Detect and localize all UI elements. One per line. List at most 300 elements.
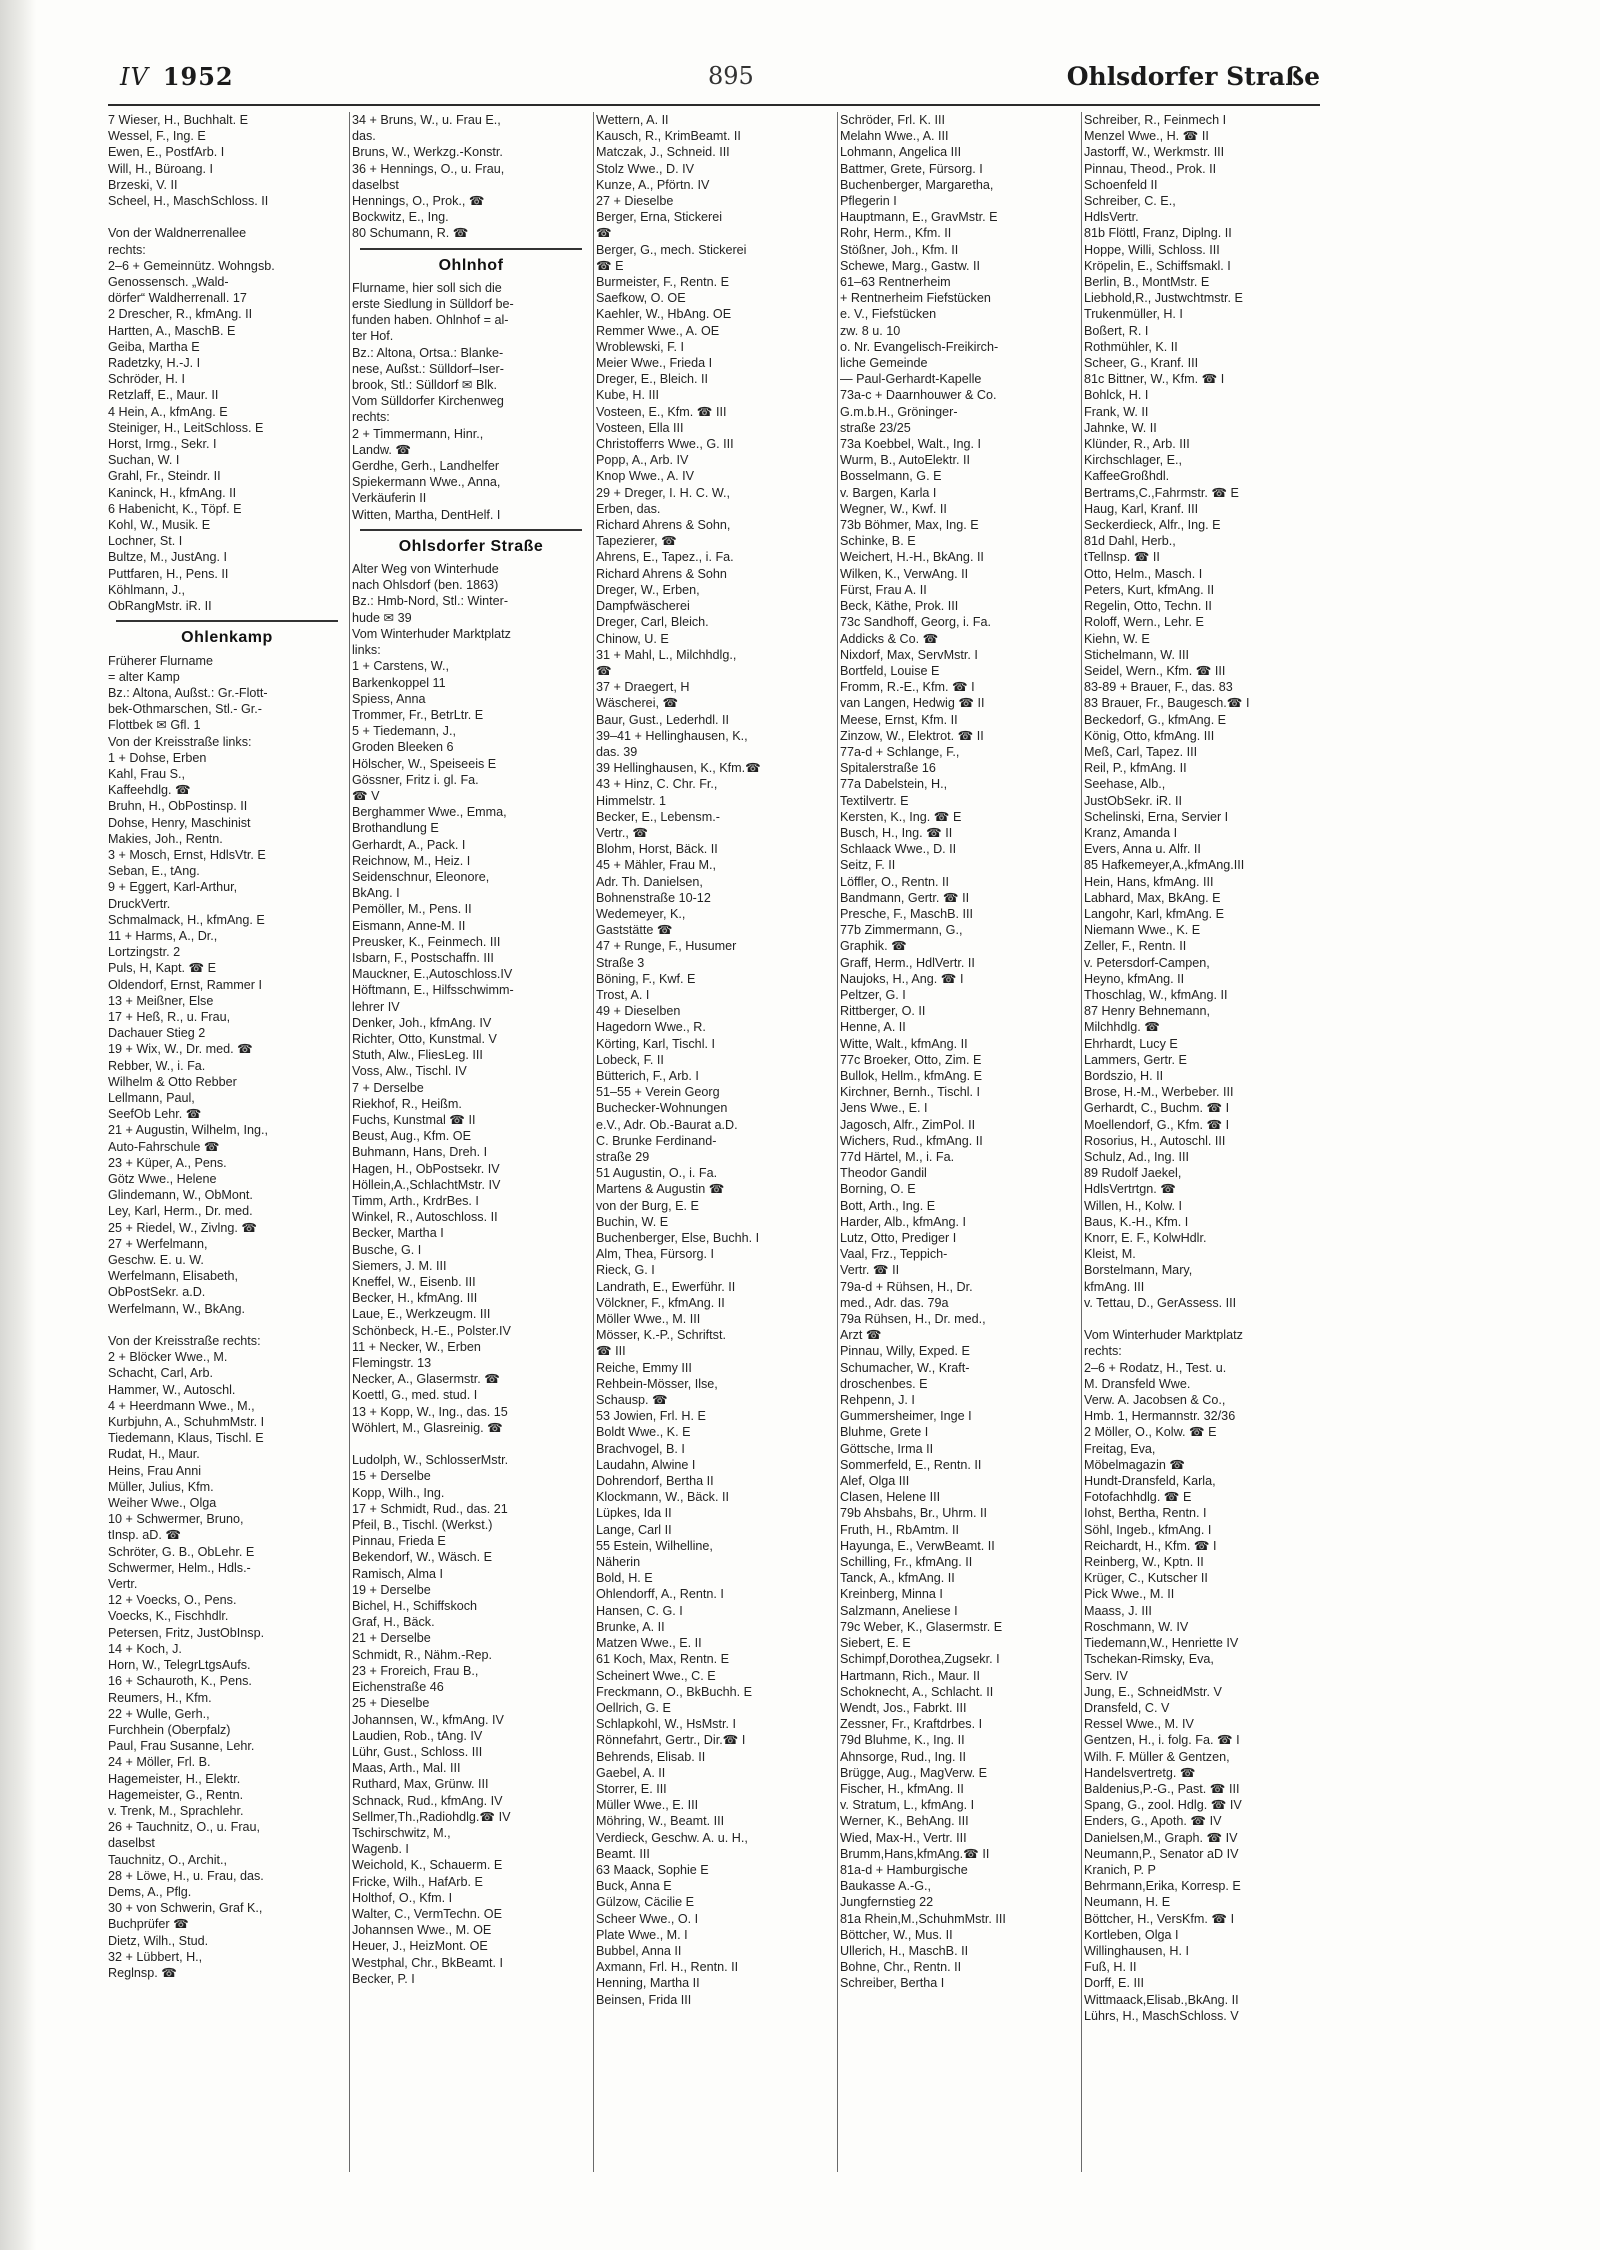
directory-entry: Boldt Wwe., K. E xyxy=(596,1425,691,1440)
directory-entry: 26 + Tauchnitz, O., u. Frau, xyxy=(108,1820,261,1835)
directory-entry: Hartmann, Rich., Maur. II xyxy=(840,1668,980,1683)
directory-entry: Vertr. ☎ II xyxy=(840,1263,900,1278)
directory-entry: Lührs, H., MaschSchloss. V xyxy=(1084,2008,1239,2023)
directory-entry: Busche, G. I xyxy=(352,1242,422,1257)
directory-entry: Johannsen Wwe., M. OE xyxy=(352,1923,492,1938)
page-binding-shadow xyxy=(0,0,36,2250)
directory-entry: König, Otto, kfmAng. III xyxy=(1084,728,1215,743)
directory-entry: 27 + Werfelmann, xyxy=(108,1236,208,1251)
directory-entry: Bz.: Altona, Außst.: Gr.-Flott- xyxy=(108,685,268,700)
directory-entry: Geschw. E. u. W. xyxy=(108,1253,204,1268)
directory-entry: 45 + Mähler, Frau M., xyxy=(596,858,717,873)
directory-entry: Rudat, H., Maur. xyxy=(108,1447,200,1462)
directory-entry: Niemann Wwe., K. E xyxy=(1084,923,1201,938)
directory-entry: Puls, H, Kapt. ☎ E xyxy=(108,961,217,976)
directory-entry: Dietz, Wilh., Stud. xyxy=(108,1933,209,1948)
directory-entry: 13 + Meißner, Else xyxy=(108,993,214,1008)
directory-entry: Geiba, Martha E xyxy=(108,339,200,354)
street-heading: Ohlnhof xyxy=(438,256,504,274)
directory-entry: Lammers, Gertr. E xyxy=(1084,1052,1187,1067)
directory-entry: Johannsen, W., kfmAng. IV xyxy=(352,1712,504,1727)
directory-column-5 xyxy=(1084,112,1320,2172)
directory-entry: 30 + von Schwerin, Graf K., xyxy=(108,1901,263,1916)
directory-entry: 17 + Schmidt, Rud., das. 21 xyxy=(352,1501,508,1516)
directory-entry: Kiehn, W. E xyxy=(1084,631,1150,646)
directory-entry: Hennings, O., Prok., ☎ xyxy=(352,194,485,209)
directory-entry: Peltzer, G. I xyxy=(840,987,906,1002)
directory-entry: Furchhein (Oberpfalz) xyxy=(108,1722,231,1737)
column-divider xyxy=(593,112,594,2172)
header-divider xyxy=(108,104,1320,106)
directory-entry: Wichers, Rud., kfmAng. II xyxy=(840,1133,983,1148)
directory-entry: 24 + Möller, Frl. B. xyxy=(108,1755,211,1770)
directory-entry: v. Tettau, D., GerAssess. III xyxy=(1084,1295,1237,1310)
directory-entry: Zessner, Fr., Kraftdrbes. I xyxy=(840,1717,983,1732)
directory-entry xyxy=(352,1436,590,1452)
directory-entry: Schröder, Frl. K. III xyxy=(840,113,945,127)
directory-entry: 29 + Dreger, I. H. C. W., xyxy=(596,485,731,500)
directory-entry: Saefkow, O. OE xyxy=(596,291,686,306)
directory-entry: Eismann, Anne-M. II xyxy=(352,918,466,933)
directory-entry: 63 Maack, Sophie E xyxy=(596,1862,709,1877)
directory-entry: Buck, Anna E xyxy=(596,1879,672,1894)
directory-entry: Genossensch. „Wald- xyxy=(108,275,229,290)
directory-entry: Gaststätte ☎ xyxy=(596,923,673,938)
directory-entry: Straße 3 xyxy=(596,955,645,970)
directory-entry: tInsp. aD. ☎ xyxy=(108,1528,182,1543)
directory-entry: 77d Härtel, M., i. Fa. xyxy=(840,1150,955,1164)
directory-entry: Witten, Martha, DentHelf. I xyxy=(352,507,501,522)
directory-entry: 6 Habenicht, K., Töpf. E xyxy=(108,501,242,516)
page-header xyxy=(108,62,1320,102)
directory-entry: Henning, Martha II xyxy=(596,1976,700,1991)
directory-entry: Vaal, Frz., Teppich- xyxy=(840,1247,948,1262)
directory-entry: zw. 8 u. 10 xyxy=(840,323,901,338)
directory-entry: Westphal, Chr., BkBeamt. I xyxy=(352,1955,503,1970)
directory-entry: Müller, Julius, Kfm. xyxy=(108,1479,214,1494)
directory-entry: 1 + Dohse, Erben xyxy=(108,750,207,765)
directory-entry: 2–6 + Gemeinnütz. Wohngsb. xyxy=(108,258,275,273)
directory-entry: 73b Böhmer, Max, Ing. E xyxy=(840,518,979,533)
directory-entry: Gentzen, H., i. folg. Fa. ☎ I xyxy=(1084,1733,1240,1748)
directory-entry: Kranz, Amanda I xyxy=(1084,825,1178,840)
directory-entry: Brügge, Aug., MagVerw. E xyxy=(840,1765,988,1780)
directory-entry: Tauchnitz, O., Archit., xyxy=(108,1852,227,1867)
directory-entry: Bütterich, F., Arb. I xyxy=(596,1068,699,1083)
directory-entry: Richard Ahrens & Sohn, xyxy=(596,518,731,533)
directory-entry: tTellnsp. ☎ II xyxy=(1084,550,1160,565)
directory-entry: Will, H., Büroang. I xyxy=(108,161,213,176)
directory-entry: Danielsen,M., Graph. ☎ IV xyxy=(1084,1830,1238,1845)
directory-entry: Melahn Wwe., A. III xyxy=(840,129,949,144)
directory-entry: Müller Wwe., E. III xyxy=(596,1798,699,1813)
directory-entry: Hundt-Dransfeld, Karla, xyxy=(1084,1474,1216,1489)
directory-entry: Kortleben, Olga I xyxy=(1084,1927,1179,1942)
directory-entry: Fürst, Frau A. II xyxy=(840,582,927,597)
directory-entry: Hansen, C. G. I xyxy=(596,1603,683,1618)
directory-entry: Landw. ☎ xyxy=(352,442,412,457)
directory-entry: Rönnefahrt, Gertr., Dir.☎ I xyxy=(596,1733,746,1748)
directory-entry: Popp, A., Arb. IV xyxy=(596,453,689,468)
directory-entry: Seckerdieck, Alfr., Ing. E xyxy=(1084,518,1221,533)
directory-entry: HdlsVertrtgn. ☎ xyxy=(1084,1182,1176,1197)
directory-entry: Borning, O. E xyxy=(840,1182,916,1197)
directory-entry: Salzmann, Aneliese I xyxy=(840,1603,958,1618)
directory-entry: Steiniger, H., LeitSchloss. E xyxy=(108,420,264,435)
directory-entry: 22 + Wulle, Gerh., xyxy=(108,1706,210,1721)
column-divider xyxy=(837,112,838,2172)
directory-entry: Remmer Wwe., A. OE xyxy=(596,323,720,338)
directory-entry: Möbelmagazin ☎ xyxy=(1084,1457,1186,1472)
directory-entry: Neumann,P., Senator aD IV xyxy=(1084,1846,1239,1861)
directory-entry: 2 Möller, O., Kolw. ☎ E xyxy=(1084,1425,1217,1440)
directory-entry: Vom Winterhuder Marktplatz xyxy=(352,626,511,641)
directory-entry: 89 Rudolf Jaekel, xyxy=(1084,1166,1182,1181)
directory-entry: Verdieck, Geschw. A. u. H., xyxy=(596,1830,748,1845)
directory-entry: Siemers, J. M. III xyxy=(352,1258,447,1273)
directory-entry: Fuchs, Kunstmal ☎ II xyxy=(352,1112,476,1127)
directory-entry: Beck, Käthe, Prok. III xyxy=(840,599,959,614)
directory-entry: Dohrendorf, Bertha II xyxy=(596,1474,714,1489)
directory-entry: Rieck, G. I xyxy=(596,1263,655,1278)
directory-entry: Baus, K.-H., Kfm. I xyxy=(1084,1214,1189,1229)
directory-entry: Vosteen, Ella III xyxy=(596,420,684,435)
directory-entry: Hmb. 1, Hermannstr. 32/36 xyxy=(1084,1409,1236,1424)
directory-entry: Ahrens, E., Tapez., i. Fa. xyxy=(596,550,734,565)
directory-entry: Vom Sülldorfer Kirchenweg xyxy=(352,394,504,409)
directory-column-4 xyxy=(840,112,1078,2172)
directory-entry: Reumers, H., Kfm. xyxy=(108,1690,212,1705)
directory-entry: Becker, H., kfmAng. III xyxy=(352,1291,478,1306)
directory-entry: Meier Wwe., Frieda I xyxy=(596,356,713,371)
directory-entry: Beckedorf, G., kfmAng. E xyxy=(1084,712,1227,727)
directory-entry: Kirchschlager, E., xyxy=(1084,453,1182,468)
directory-entry: — Paul-Gerhardt-Kapelle xyxy=(840,372,982,387)
directory-entry: 43 + Hinz, C. Chr. Fr., xyxy=(596,777,718,792)
directory-entry: Necker, A., Glasermstr. ☎ xyxy=(352,1372,500,1387)
directory-entry: 80 Schumann, R. ☎ xyxy=(352,226,469,241)
directory-entry: ☎ E xyxy=(596,258,624,273)
directory-entry: 73a-c + Daarnhouwer & Co. xyxy=(840,388,997,403)
directory-entry xyxy=(108,209,346,225)
directory-entry: 85 Hafkemeyer,A.,kfmAng.III xyxy=(1084,858,1245,873)
directory-entry: Sommerfeld, E., Rentn. II xyxy=(840,1457,982,1472)
directory-entry: Storrer, E. III xyxy=(596,1781,667,1796)
directory-entry: v. Trenk, M., Sprachlehr. xyxy=(108,1803,244,1818)
directory-entry: 37 + Draegert, H xyxy=(596,680,690,695)
directory-entry: Tiedemann, Klaus, Tischl. E xyxy=(108,1431,264,1446)
directory-entry: v. Petersdorf-Campen, xyxy=(1084,955,1210,970)
directory-entry: Buchin, W. E xyxy=(596,1214,669,1229)
directory-entry: das. 39 xyxy=(596,744,638,759)
directory-entry: Kreinberg, Minna I xyxy=(840,1587,943,1602)
directory-entry: Körting, Karl, Tischl. I xyxy=(596,1036,715,1051)
directory-entry: Christofferrs Wwe., G. III xyxy=(596,437,734,452)
directory-entry: Mösser, K.-P., Schriftst. xyxy=(596,1328,726,1343)
directory-entry: Schreiber, Bertha I xyxy=(840,1976,945,1991)
directory-entry xyxy=(1084,1311,1320,1327)
directory-entry: Becker, P. I xyxy=(352,1971,415,1986)
directory-entry: Rittberger, O. II xyxy=(840,1004,926,1019)
directory-entry: Schnack, Rud., kfmAng. IV xyxy=(352,1793,503,1808)
directory-entry: Bekendorf, W., Wäsch. E xyxy=(352,1550,492,1565)
directory-entry: Götz Wwe., Helene xyxy=(108,1172,217,1186)
directory-entry: Stichelmann, W. III xyxy=(1084,647,1189,662)
directory-entry: Alter Weg von Winterhude xyxy=(352,562,499,577)
directory-entry: 87 Henry Behnemann, xyxy=(1084,1004,1211,1019)
directory-entry: Bultze, M., JustAng. I xyxy=(108,550,227,565)
directory-entry: Ruthard, Max, Grünw. III xyxy=(352,1777,489,1792)
directory-entry: Baldenius,P.-G., Past. ☎ III xyxy=(1084,1781,1240,1796)
directory-entry: Bullok, Hellm., kfmAng. E xyxy=(840,1068,983,1083)
directory-entry: Graphik. ☎ xyxy=(840,939,907,954)
directory-entry: Landrath, E., Ewerführ. II xyxy=(596,1279,736,1294)
directory-entry: 51–55 + Verein Georg xyxy=(596,1085,720,1100)
directory-entry: 5 + Tiedemann, J., xyxy=(352,724,456,739)
directory-entry: Matzen Wwe., E. II xyxy=(596,1636,702,1651)
directory-entry: Graf, H., Bäck. xyxy=(352,1615,435,1630)
directory-entry: Bohlck, H. I xyxy=(1084,388,1149,403)
directory-entry: 81b Flöttl, Franz, Diplng. II xyxy=(1084,226,1232,241)
directory-entry: Buchenberger, Margaretha, xyxy=(840,177,994,192)
directory-entry: 79c Weber, K., Glasermstr. E xyxy=(840,1619,1003,1634)
directory-entry: Schinke, B. E xyxy=(840,534,916,549)
directory-entry: Tschekan-Rimsky, Eva, xyxy=(1084,1652,1214,1667)
directory-entry: Rehbein-Mösser, Ilse, xyxy=(596,1376,718,1391)
directory-entry: Hayunga, E., VerwBeamt. II xyxy=(840,1538,995,1553)
directory-entry: Plate Wwe., M. I xyxy=(596,1927,688,1942)
directory-entry: droschenbes. E xyxy=(840,1376,928,1391)
directory-entry: Fricke, Wilh., HafArb. E xyxy=(352,1874,483,1889)
directory-entry: Bruhn, H., ObPostinsp. II xyxy=(108,799,248,814)
directory-entry: Behrends, Elisab. II xyxy=(596,1749,706,1764)
directory-entry: Bortfeld, Louise E xyxy=(840,663,940,678)
directory-entry: Willen, H., Kolw. I xyxy=(1084,1198,1182,1213)
directory-entry: Wagenb. I xyxy=(352,1842,409,1857)
directory-entry: Schulz, Ad., Ing. III xyxy=(1084,1150,1190,1164)
directory-entry: 39 Hellinghausen, K., Kfm.☎ xyxy=(596,761,761,776)
directory-entry: 27 + Dieselbe xyxy=(596,194,674,209)
directory-entry: Fotofachhdlg. ☎ E xyxy=(1084,1490,1192,1505)
directory-entry: Schröter, G. B., ObLehr. E xyxy=(108,1544,255,1559)
directory-entry: Brunke, A. II xyxy=(596,1619,665,1634)
directory-entry: Hartten, A., MaschB. E xyxy=(108,323,236,338)
directory-entry: Laudahn, Alwine I xyxy=(596,1457,696,1472)
directory-entry: Jastorff, W., Werkmstr. III xyxy=(1084,145,1225,160)
directory-entry: Von der Kreisstraße links: xyxy=(108,734,252,749)
directory-entry: Seehase, Alb., xyxy=(1084,777,1166,792)
directory-entry: Schilling, Fr., kfmAng. II xyxy=(840,1555,973,1570)
directory-entry: Pfeil, B., Tischl. (Werkst.) xyxy=(352,1518,493,1533)
directory-entry: Lühr, Gust., Schloss. III xyxy=(352,1744,483,1759)
directory-entry: Hagemeister, H., Elektr. xyxy=(108,1771,241,1786)
directory-entry: Böttcher, H., VersKfm. ☎ I xyxy=(1084,1911,1235,1926)
directory-entry: links: xyxy=(352,643,381,658)
directory-entry: Zinzow, W., Elektrot. ☎ II xyxy=(840,728,984,743)
directory-entry: Behrmann,Erika, Korresp. E xyxy=(1084,1879,1241,1894)
directory-entry: 13 + Kopp, W., Ing., das. 15 xyxy=(352,1404,508,1419)
directory-entry: Fischer, H., kfmAng. II xyxy=(840,1781,964,1796)
header-volume-year xyxy=(120,62,234,91)
directory-entry: Schausp. ☎ xyxy=(596,1393,668,1408)
directory-entry: Dampfwäscherei xyxy=(596,599,690,614)
directory-entry: 36 + Hennings, O., u. Frau, xyxy=(352,161,505,176)
directory-entry: brook, Stl.: Sülldorf ✉ Blk. xyxy=(352,378,497,393)
section-divider xyxy=(360,248,582,250)
directory-entry: Schoknecht, A., Schlacht. II xyxy=(840,1684,994,1699)
directory-entry: Oellrich, G. E xyxy=(596,1700,671,1715)
directory-entry: Jungfernstieg 22 xyxy=(840,1895,934,1910)
directory-entry: Bordszio, H. II xyxy=(1084,1068,1164,1083)
directory-entry: Weiher Wwe., Olga xyxy=(108,1496,217,1511)
directory-entry: BkAng. I xyxy=(352,886,400,901)
directory-entry: Kahl, Frau S., xyxy=(108,766,185,781)
directory-entry: Lellmann, Paul, xyxy=(108,1090,195,1105)
directory-entry: Krüger, C., Kutscher II xyxy=(1084,1571,1208,1586)
directory-entry: Wied, Max-H., Vertr. III xyxy=(840,1830,967,1845)
directory-entry: + Rentnerheim Fiefstücken xyxy=(840,291,991,306)
directory-entry: dörfer“ Waldherrenall. 17 xyxy=(108,291,247,306)
directory-entry: G.m.b.H., Gröninger- xyxy=(840,404,958,419)
directory-entry: Schumacher, W., Kraft- xyxy=(840,1360,970,1375)
directory-entry: Von der Waldnerrenallee xyxy=(108,226,247,241)
directory-entry: Brachvogel, B. I xyxy=(596,1441,685,1456)
directory-entry: Mauckner, E.,Autoschloss.IV xyxy=(352,967,513,982)
directory-entry: Suchan, W. I xyxy=(108,453,180,468)
directory-entry: ObRangMstr. iR. II xyxy=(108,599,212,614)
directory-entry: Spiess, Anna xyxy=(352,691,426,706)
directory-entry: 25 + Riedel, W., Zivlng. ☎ xyxy=(108,1220,258,1235)
directory-entry: Wroblewski, F. I xyxy=(596,339,684,354)
directory-entry: Henne, A. II xyxy=(840,1020,906,1035)
directory-entry: Buchecker-Wohnungen xyxy=(596,1101,728,1116)
directory-entry: Schoenfeld II xyxy=(1084,177,1158,192)
directory-entry: Hölscher, W., Speiseeis E xyxy=(352,756,497,771)
directory-entry: Frank, W. II xyxy=(1084,404,1149,419)
directory-entry: Jahnke, W. II xyxy=(1084,420,1157,435)
directory-entry: Gaebel, A. II xyxy=(596,1765,666,1780)
directory-entry: Graff, Herm., HdlVertr. II xyxy=(840,955,975,970)
directory-entry: Pinnau, Theod., Prok. II xyxy=(1084,161,1217,176)
directory-entry: Koettl, G., med. stud. I xyxy=(352,1388,478,1403)
directory-entry: Brumm,Hans,kfmAng.☎ II xyxy=(840,1846,990,1861)
directory-entry: Werfelmann, W., BkAng. xyxy=(108,1301,245,1316)
directory-entry: Reichardt, H., Kfm. ☎ I xyxy=(1084,1538,1217,1553)
directory-entry: Rothmühler, K. II xyxy=(1084,339,1178,354)
directory-entry: Puttfaren, H., Pens. II xyxy=(108,566,229,581)
directory-entry: Bold, H. E xyxy=(596,1571,653,1586)
directory-entry: 81a-d + Hamburgische xyxy=(840,1862,968,1877)
directory-entry: 32 + Lübbert, H., xyxy=(108,1949,203,1964)
directory-entry: Kaninck, H., kfmAng. II xyxy=(108,485,237,500)
directory-entry: das. xyxy=(352,129,376,144)
directory-entry: Stolz Wwe., D. IV xyxy=(596,161,694,176)
directory-entry: Fruth, H., RbAmtm. II xyxy=(840,1522,959,1537)
directory-entry: Freckmann, O., BkBuchh. E xyxy=(596,1684,753,1699)
directory-entry: Löffler, O., Rentn. II xyxy=(840,874,949,889)
directory-entry: 4 Hein, A., kfmAng. E xyxy=(108,404,228,419)
directory-entry: Ullerich, H., MaschB. II xyxy=(840,1943,969,1958)
directory-entry: nese, Außst.: Sülldorf–Iser- xyxy=(352,361,504,376)
directory-entry: Schewe, Marg., Gastw. II xyxy=(840,258,980,273)
directory-entry: Hammer, W., Autoschl. xyxy=(108,1382,236,1397)
directory-entry: SeefOb Lehr. ☎ xyxy=(108,1107,202,1122)
directory-entry: JustObSekr. iR. II xyxy=(1084,793,1182,808)
directory-entry: 77a Dabelstein, H., xyxy=(840,777,948,792)
directory-entry: Freitag, Eva, xyxy=(1084,1441,1156,1456)
directory-entry: Göttsche, Irma II xyxy=(840,1441,934,1456)
directory-entry: Berger, G., mech. Stickerei xyxy=(596,242,747,257)
directory-entry: Laudien, Rob., tAng. IV xyxy=(352,1728,483,1743)
directory-entry: Makies, Joh., Rentn. xyxy=(108,831,223,846)
directory-entry: Naujoks, H., Ang. ☎ I xyxy=(840,971,964,986)
directory-entry: Sellmer,Th.,Radiohdlg.☎ IV xyxy=(352,1809,511,1824)
directory-entry: v. Stratum, L., kfmAng. I xyxy=(840,1798,975,1813)
directory-entry: Wurm, B., AutoElektr. II xyxy=(840,453,970,468)
directory-entry: 2 + Timmermann, Hinr., xyxy=(352,426,484,441)
directory-entry: = alter Kamp xyxy=(108,669,180,684)
directory-entry: Voecks, K., Fischhdlr. xyxy=(108,1609,229,1624)
directory-entry: 21 + Augustin, Wilhelm, Ing., xyxy=(108,1123,268,1138)
directory-entry: Handelsvertretg. ☎ xyxy=(1084,1765,1196,1780)
directory-entry: 73a Koebbel, Walt., Ing. I xyxy=(840,437,981,452)
directory-entry: Pick Wwe., M. II xyxy=(1084,1587,1175,1602)
directory-entry: 7 Wieser, H., Buchhalt. E xyxy=(108,113,248,127)
directory-entry: Seidel, Wern., Kfm. ☎ III xyxy=(1084,663,1226,678)
directory-entry: Heins, Frau Anni xyxy=(108,1463,202,1478)
directory-entry: 79d Bluhme, K., Ing. II xyxy=(840,1733,965,1748)
column-divider xyxy=(349,112,350,2172)
directory-entry: 31 + Mahl, L., Milchhdlg., xyxy=(596,647,737,662)
directory-entry: Evers, Anna u. Alfr. II xyxy=(1084,842,1201,857)
section-divider xyxy=(116,620,338,622)
directory-entry: Horn, W., TelegrLtgsAufs. xyxy=(108,1658,251,1673)
directory-entry: Richter, Otto, Kunstmal. V xyxy=(352,1031,497,1046)
directory-entry: Kohl, W., Musik. E xyxy=(108,518,211,533)
directory-entry: Walter, C., VermTechn. OE xyxy=(352,1906,503,1921)
directory-entry: Schlaack Wwe., D. II xyxy=(840,842,957,857)
directory-entry: Brose, H.-M., Werbeber. III xyxy=(1084,1085,1234,1100)
directory-entry: Bubbel, Anna II xyxy=(596,1943,682,1958)
directory-entry: Buchenberger, Else, Buchh. I xyxy=(596,1231,760,1246)
directory-entry: Beinsen, Frida III xyxy=(596,1992,692,2007)
directory-entry: 15 + Derselbe xyxy=(352,1469,431,1484)
directory-entry: Beust, Aug., Kfm. OE xyxy=(352,1129,471,1144)
directory-entry: Buhmann, Hans, Dreh. I xyxy=(352,1145,488,1160)
directory-entry: Glindemann, W., ObMont. xyxy=(108,1188,253,1203)
directory-entry: Brothandlung E xyxy=(352,821,439,836)
directory-entry: 11 + Necker, W., Erben xyxy=(352,1339,481,1354)
directory-entry: 81d Dahl, Herb., xyxy=(1084,534,1176,549)
directory-entry: kfmAng. III xyxy=(1084,1279,1145,1294)
directory-entry: 19 + Derselbe xyxy=(352,1582,431,1597)
directory-entry: Schelinski, Erna, Servier I xyxy=(1084,809,1229,824)
directory-entry: Haug, Karl, Kranf. III xyxy=(1084,501,1199,516)
directory-entry: 61 Koch, Max, Rentn. E xyxy=(596,1652,730,1667)
directory-entry: Bott, Arth., Ing. E xyxy=(840,1198,936,1213)
directory-entry: Gerdhe, Gerh., Landhelfer xyxy=(352,459,500,474)
directory-entry: Ludolph, W., SchlosserMstr. xyxy=(352,1453,509,1468)
directory-entry: Schönbeck, H.-E., Polster.IV xyxy=(352,1323,511,1338)
directory-entry: 21 + Derselbe xyxy=(352,1631,431,1646)
directory-entry: Petersen, Fritz, JustObInsp. xyxy=(108,1625,265,1640)
directory-entry: Hoppe, Willi, Schloss. III xyxy=(1084,242,1220,257)
directory-entry: Harder, Alb., kfmAng. I xyxy=(840,1214,966,1229)
directory-entry: Möller Wwe., M. III xyxy=(596,1312,701,1327)
directory-entry: Clasen, Helene III xyxy=(840,1490,941,1505)
directory-entry: erste Siedlung in Sülldorf be- xyxy=(352,297,514,312)
directory-entry: Wettern, A. II xyxy=(596,113,669,127)
